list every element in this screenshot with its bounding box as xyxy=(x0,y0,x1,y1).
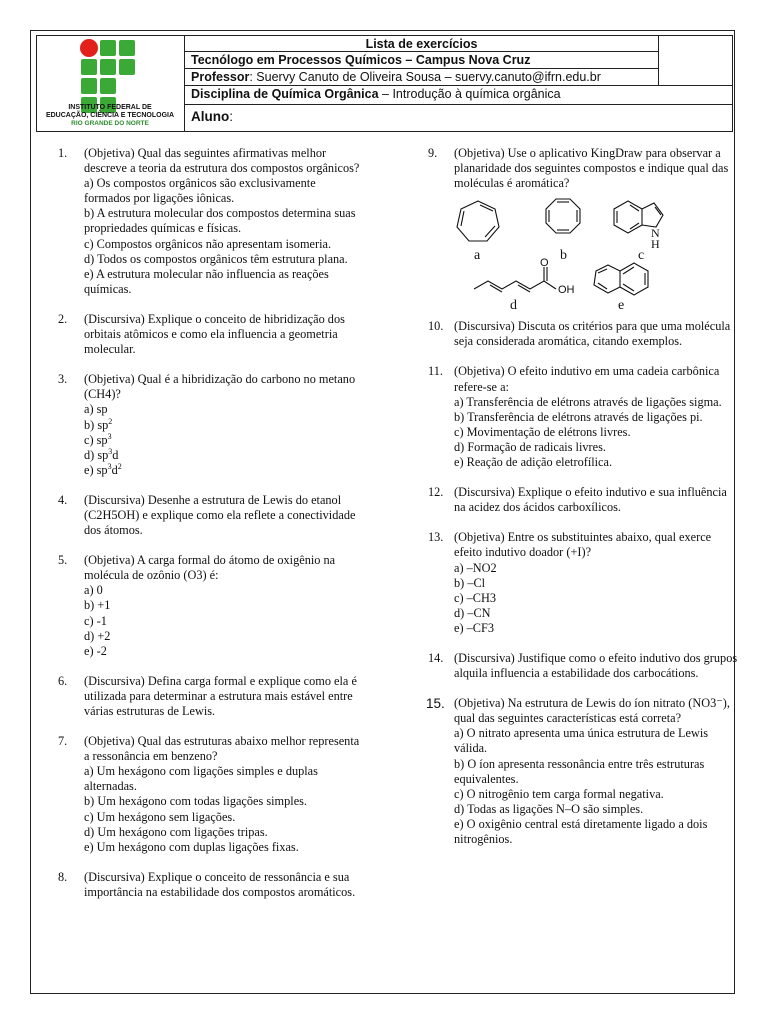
option-e: e) O oxigênio central está diretamente ligado a dois nitrogênios. xyxy=(454,816,708,846)
logo-text xyxy=(36,104,184,128)
option-e: e) Um hexágono com duplas ligações fixas. xyxy=(84,839,299,854)
option-d: d) Todas as ligações N–O são simples. xyxy=(454,801,644,816)
question-12 xyxy=(428,485,738,515)
option-d: d) Um hexágono com ligações tripas. xyxy=(84,824,268,839)
logo-green-square xyxy=(100,59,116,75)
option-c xyxy=(84,433,364,448)
option-e: e) Reação de adição eletrofílica. xyxy=(454,455,613,470)
header-student xyxy=(184,104,733,132)
option-b: b) –Cl xyxy=(454,575,486,590)
question-number: 4. xyxy=(58,492,68,507)
question-number: 2. xyxy=(58,311,68,326)
question-8 xyxy=(58,870,364,900)
option-c: c) Movimentação de elétrons livres. xyxy=(454,424,631,439)
option-a: a) Os compostos orgânicos são exclusivamente formados por ligações iônicas. xyxy=(84,176,316,206)
logo-green-square xyxy=(81,59,97,75)
option-d xyxy=(84,448,364,463)
header-course xyxy=(184,51,659,69)
option-e: e) -2 xyxy=(84,643,107,658)
question-6 xyxy=(58,674,364,719)
discipline-label: Disciplina de Química Orgânica xyxy=(191,87,379,101)
question-stem: (Objetiva) Use o aplicativo KingDraw para observar a planaridade dos seguintes compostos e indique qual das moléculas é aromática? xyxy=(454,146,729,191)
molecule-d-label: d xyxy=(510,298,517,314)
option-b: b) A estrutura molecular dos compostos determina suas propriedades químicas e físicas. xyxy=(84,206,356,236)
question-stem: (Objetiva) Qual das seguintes afirmativas melhor descreve a teoria da estrutura dos compostos orgânicos? xyxy=(84,146,360,176)
option-tail: d xyxy=(112,447,119,462)
logo-red-circle xyxy=(80,39,98,57)
option-b: b) Transferência de elétrons através de ligações pi. xyxy=(454,409,703,424)
question-2 xyxy=(58,312,364,357)
question-stem: (Discursiva) Justifique como o efeito indutivo dos grupos alquila influencia a estabilidade dos carbocátions. xyxy=(454,650,738,681)
nitrogen-label: N xyxy=(651,226,660,241)
question-1 xyxy=(58,146,364,297)
option-text: c) sp xyxy=(84,432,108,447)
question-number: 8. xyxy=(58,869,68,884)
question-4 xyxy=(58,493,364,538)
question-number: 11. xyxy=(428,364,443,379)
logo-green-square xyxy=(119,40,135,56)
molecule-e xyxy=(594,263,648,313)
logo-green-square xyxy=(81,78,97,94)
logo-line-1: INSTITUTO FEDERAL DE xyxy=(68,104,152,111)
question-stem: (Discursiva) Desenhe a estrutura de Lewis do etanol (C2H5OH) e explique como ela reflete a conectividade dos átomos. xyxy=(84,492,356,538)
header-title xyxy=(184,35,659,52)
question-number: 1. xyxy=(58,146,68,160)
question-stem: (Objetiva) Entre os substituintes abaixo, qual exerce efeito indutivo doador (+I)? xyxy=(454,530,712,560)
option-d: d) Todos os compostos orgânicos têm estrutura plana. xyxy=(84,251,348,266)
option-c: c) O nitrogênio tem carga formal negativa. xyxy=(454,786,664,801)
option-e xyxy=(84,463,364,478)
logo-green-square xyxy=(100,40,116,56)
molecule-d xyxy=(474,257,575,313)
option-d: d) +2 xyxy=(84,628,111,643)
superscript: 3 xyxy=(107,431,112,441)
molecule-c-label: c xyxy=(638,248,645,264)
molecule-a-label: a xyxy=(474,248,481,264)
student-value: : xyxy=(229,109,234,124)
superscript: 3 xyxy=(108,446,113,456)
option-b xyxy=(84,418,364,433)
option-e: e) A estrutura molecular não influencia as reações químicas. xyxy=(84,266,329,296)
question-5 xyxy=(58,553,364,659)
question-number: 14. xyxy=(428,650,444,665)
logo-green-square xyxy=(119,59,135,75)
question-9 xyxy=(428,146,738,314)
option-b: b) O íon apresenta ressonância entre três estruturas equivalentes. xyxy=(454,756,705,786)
molecule-figures xyxy=(450,193,738,314)
option-a xyxy=(84,402,364,417)
molecule-a xyxy=(457,201,499,263)
header-right-box xyxy=(658,35,733,86)
superscript: 2 xyxy=(117,461,122,471)
question-stem: (Objetiva) Qual das estruturas abaixo melhor representa a ressonância em benzeno? xyxy=(84,734,360,764)
professor-label: Professor xyxy=(191,70,250,84)
molecule-c xyxy=(614,201,663,263)
question-number: 12. xyxy=(428,485,444,500)
hydrogen-label: H xyxy=(651,237,660,252)
question-stem: (Discursiva) Explique o conceito de ressonância e sua importância na estabilidade dos compostos aromáticos. xyxy=(84,869,356,899)
option-text: e) sp xyxy=(84,462,108,477)
question-10 xyxy=(428,319,738,349)
logo-line-3: RIO GRANDE DO NORTE xyxy=(71,120,149,127)
option-a: a) 0 xyxy=(84,583,103,598)
right-column xyxy=(428,146,738,862)
option-e: e) –CF3 xyxy=(454,620,494,635)
question-stem: (Objetiva) A carga formal do átomo de oxigênio na molécula de ozônio (O3) é: xyxy=(84,553,336,583)
question-stem: (Objetiva) Qual é a hibridização do carbono no metano (CH4)? xyxy=(84,372,356,402)
superscript: 3 xyxy=(107,461,112,471)
question-stem: (Discursiva) Explique o conceito de hibridização dos orbitais atômicos e como ela influencia a geometria molecular. xyxy=(84,311,345,357)
option-text: a) sp xyxy=(84,402,108,417)
question-11 xyxy=(428,364,738,470)
question-number: 6. xyxy=(58,673,68,688)
question-number: 7. xyxy=(58,734,68,749)
option-c: c) -1 xyxy=(84,613,107,628)
header-course-text: Tecnólogo em Processos Químicos – Campus Nova Cruz xyxy=(191,53,531,67)
hydroxyl-label: OH xyxy=(558,284,575,297)
question-stem: (Discursiva) Explique o efeito indutivo e sua influência na acidez dos ácidos carboxílicos. xyxy=(454,485,727,515)
option-d: d) Formação de radicais livres. xyxy=(454,439,606,454)
question-stem: (Objetiva) O efeito indutivo em uma cadeia carbônica refere-se a: xyxy=(454,364,720,394)
discipline-value: – Introdução à química orgânica xyxy=(378,87,561,101)
option-tail: d xyxy=(111,462,118,477)
oxygen-label: O xyxy=(540,257,549,270)
superscript: 2 xyxy=(108,416,113,426)
option-text: b) sp xyxy=(84,417,109,432)
option-a: a) –NO2 xyxy=(454,560,497,575)
question-7 xyxy=(58,734,364,855)
question-stem: (Discursiva) Discuta os critérios para que uma molécula seja considerada aromática, citando exemplos. xyxy=(454,319,731,349)
option-b: b) +1 xyxy=(84,598,111,613)
header-professor xyxy=(184,68,659,86)
molecule-b xyxy=(546,199,580,263)
header-title-text: Lista de exercícios xyxy=(365,37,478,51)
question-number: 5. xyxy=(58,553,68,568)
logo-line-2: EDUCAÇÃO, CIÊNCIA E TECNOLOGIA xyxy=(45,112,175,119)
option-a: a) O nitrato apresenta uma única estrutura de Lewis válida. xyxy=(454,726,709,756)
option-a: a) Um hexágono com ligações simples e duplas alternadas. xyxy=(84,764,318,794)
question-number: 15. xyxy=(426,696,445,712)
question-15 xyxy=(428,696,738,847)
option-c: c) –CH3 xyxy=(454,590,497,605)
option-text: d) sp xyxy=(84,447,109,462)
question-number: 9. xyxy=(428,146,438,160)
option-a: a) Transferência de elétrons através de ligações sigma. xyxy=(454,394,722,409)
question-number: 3. xyxy=(58,372,68,387)
question-13 xyxy=(428,530,738,636)
option-d: d) –CN xyxy=(454,605,491,620)
left-column xyxy=(58,146,364,915)
question-3 xyxy=(58,372,364,478)
question-14 xyxy=(428,651,738,681)
logo-green-square xyxy=(100,78,116,94)
question-stem: (Objetiva) Na estrutura de Lewis do íon nitrato (NO3⁻), qual das seguintes características está correta? xyxy=(454,696,730,726)
header-discipline xyxy=(184,85,733,105)
option-c: c) Compostos orgânicos não apresentam isomeria. xyxy=(84,236,332,251)
question-number: 10. xyxy=(428,319,444,334)
question-number: 13. xyxy=(428,530,444,545)
molecule-e-label: e xyxy=(618,298,625,314)
professor-value: : Suervy Canuto de Oliveira Sousa – suervy.canuto@ifrn.edu.br xyxy=(249,70,601,84)
student-label: Aluno xyxy=(191,109,230,124)
option-b: b) Um hexágono com todas ligações simples. xyxy=(84,794,308,809)
molecule-b-label: b xyxy=(560,248,567,264)
option-c: c) Um hexágono sem ligações. xyxy=(84,809,236,824)
question-stem: (Discursiva) Defina carga formal e explique como ela é utilizada para determinar a estrutura mais estável entre várias estruturas de Lewis. xyxy=(84,673,357,718)
